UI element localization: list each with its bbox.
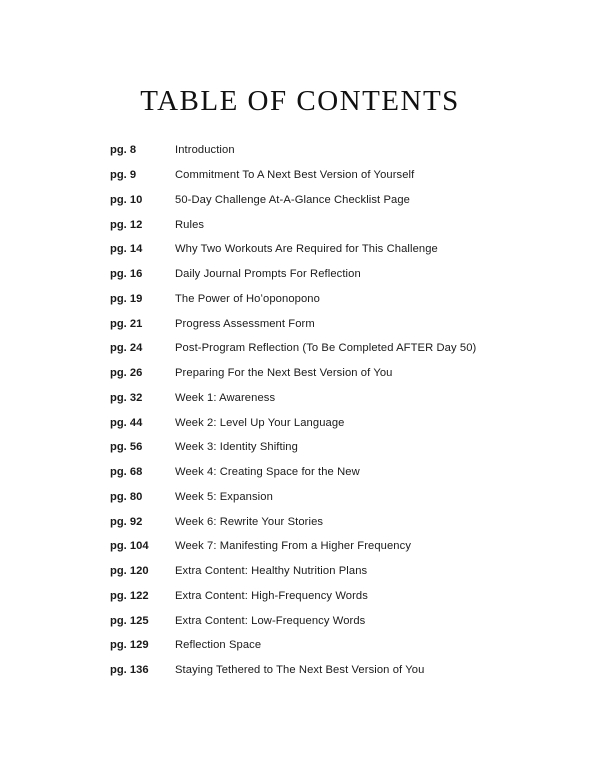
page-title: TABLE OF CONTENTS: [140, 85, 460, 117]
toc-page-number: pg. 122: [110, 589, 149, 602]
toc-row: [110, 212, 570, 237]
toc-row: [110, 163, 570, 188]
toc-entry-title: Rules: [175, 218, 205, 231]
toc-entry-title: Extra Content: Healthy Nutrition Plans: [175, 565, 368, 578]
table-of-contents: [110, 138, 570, 683]
toc-row: [110, 188, 570, 213]
toc-page-number: pg. 104: [110, 540, 149, 553]
toc-row: [110, 410, 570, 435]
toc-entry-title: Week 4: Creating Space for the New: [175, 466, 360, 479]
toc-page-number: pg. 32: [110, 391, 143, 404]
toc-entry-title: Staying Tethered to The Next Best Version of You: [175, 664, 425, 677]
toc-row: [110, 584, 570, 609]
toc-entry-title: The Power of Hoʻoponopono: [175, 292, 320, 305]
toc-entry-title: Extra Content: Low-Frequency Words: [175, 614, 366, 627]
toc-row: [110, 361, 570, 386]
toc-entry-title: Commitment To A Next Best Version of Yourself: [175, 169, 415, 182]
toc-entry-title: Week 3: Identity Shifting: [175, 441, 298, 454]
toc-page-number: pg. 16: [110, 268, 143, 281]
toc-row: [110, 559, 570, 584]
toc-page-number: pg. 8: [110, 144, 137, 157]
toc-page-number: pg. 92: [110, 515, 143, 528]
toc-entry-title: Progress Assessment Form: [175, 317, 315, 330]
toc-page-number: pg. 14: [110, 243, 143, 256]
toc-page-number: pg. 19: [110, 292, 143, 305]
toc-page-number: pg. 125: [110, 614, 149, 627]
toc-row: [110, 633, 570, 658]
toc-entry-title: Why Two Workouts Are Required for This Challenge: [175, 243, 438, 256]
toc-row: [110, 237, 570, 262]
toc-row: [110, 311, 570, 336]
toc-entry-title: Introduction: [175, 144, 235, 157]
toc-entry-title: Week 2: Level Up Your Language: [175, 416, 345, 429]
toc-row: [110, 138, 570, 163]
toc-entry-title: Daily Journal Prompts For Reflection: [175, 268, 361, 281]
toc-page-number: pg. 80: [110, 490, 143, 503]
toc-page-number: pg. 21: [110, 317, 143, 330]
toc-row: [110, 435, 570, 460]
toc-entry-title: Week 1: Awareness: [175, 391, 276, 404]
toc-entry-title: Week 6: Rewrite Your Stories: [175, 515, 324, 528]
toc-row: [110, 386, 570, 411]
toc-row: [110, 608, 570, 633]
toc-row: [110, 287, 570, 312]
toc-entry-title: Post-Program Reflection (To Be Completed AFTER Day 50): [175, 342, 477, 355]
toc-page-number: pg. 24: [110, 342, 143, 355]
toc-page-number: pg. 12: [110, 218, 143, 231]
toc-entry-title: 50-Day Challenge At-A-Glance Checklist Page: [175, 193, 411, 206]
toc-row: [110, 485, 570, 510]
toc-entry-title: Preparing For the Next Best Version of You: [175, 367, 393, 380]
toc-page-number: pg. 68: [110, 466, 143, 479]
toc-row: [110, 658, 570, 683]
toc-entry-title: Reflection Space: [175, 639, 262, 652]
toc-entry-title: Extra Content: High-Frequency Words: [175, 589, 368, 602]
toc-page-number: pg. 136: [110, 664, 149, 677]
toc-row: [110, 460, 570, 485]
toc-entry-title: Week 5: Expansion: [175, 490, 273, 503]
toc-page-number: pg. 9: [110, 169, 137, 182]
toc-page-number: pg. 26: [110, 367, 143, 380]
toc-row: [110, 509, 570, 534]
toc-entry-title: Week 7: Manifesting From a Higher Frequency: [175, 540, 412, 553]
toc-row: [110, 534, 570, 559]
toc-page-number: pg. 56: [110, 441, 143, 454]
toc-page-number: pg. 120: [110, 565, 149, 578]
toc-page-number: pg. 129: [110, 639, 149, 652]
toc-page-number: pg. 44: [110, 416, 143, 429]
toc-row: [110, 262, 570, 287]
toc-row: [110, 336, 570, 361]
toc-page-number: pg. 10: [110, 193, 143, 206]
